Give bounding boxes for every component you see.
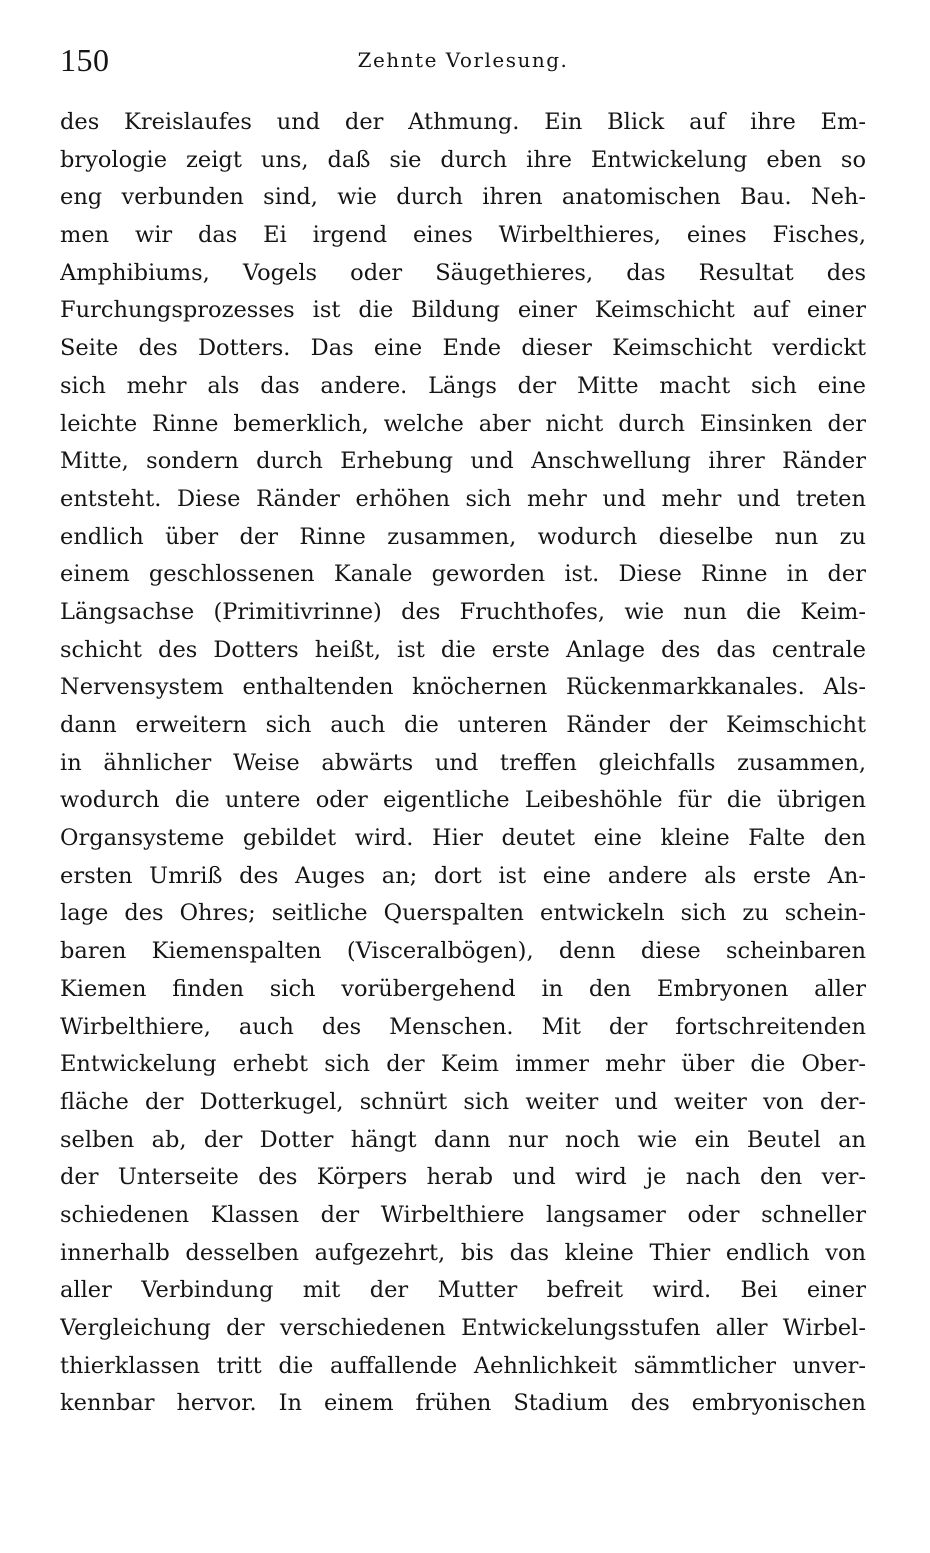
text-line: entsteht. Diese Ränder erhöhen sich mehr und mehr und treten	[60, 485, 866, 512]
text-line: bryologie zeigt uns, daß sie durch ihre Entwickelung eben so	[60, 146, 866, 173]
page-number: 150	[60, 42, 110, 78]
text-line: Längsachse (Primitivrinne) des Fruchthofes, wie nun die Keim-	[60, 598, 866, 625]
text-line: des Kreislaufes und der Athmung. Ein Blick auf ihre Em-	[60, 109, 866, 135]
page-header	[60, 40, 866, 80]
text-line: Nervensystem enthaltenden knöchernen Rückenmarkkanales. Als-	[60, 674, 866, 701]
text-line: kennbar hervor. In einem frühen Stadium des embryonischen	[60, 1390, 866, 1417]
text-line: innerhalb desselben aufgezehrt, bis das kleine Thier endlich von	[60, 1239, 866, 1266]
text-line: leichte Rinne bemerklich, welche aber nicht durch Einsinken der	[60, 410, 866, 437]
text-line: in ähnlicher Weise abwärts und treffen gleichfalls zusammen,	[60, 749, 866, 776]
text-line: schiedenen Klassen der Wirbelthiere langsamer oder schneller	[60, 1201, 866, 1228]
running-title: Zehnte Vorlesung.	[357, 48, 569, 72]
text-line: Amphibiums, Vogels oder Säugethieres, das Resultat des	[60, 259, 866, 286]
text-line: thierklassen tritt die auffallende Aehnlichkeit sämmtlicher unver-	[60, 1352, 866, 1379]
text-line: schicht des Dotters heißt, ist die erste Anlage des das centrale	[60, 636, 866, 663]
text-line: ersten Umriß des Auges an; dort ist eine andere als erste An-	[60, 862, 866, 889]
text-line: sich mehr als das andere. Längs der Mitte macht sich eine	[60, 372, 866, 399]
text-line: Vergleichung der verschiedenen Entwickelungsstufen aller Wirbel-	[60, 1315, 866, 1341]
text-line: Organsysteme gebildet wird. Hier deutet eine kleine Falte den	[60, 825, 866, 852]
text-line: der Unterseite des Körpers herab und wird je nach den ver-	[60, 1164, 866, 1191]
text-line: men wir das Ei irgend eines Wirbelthieres, eines Fisches,	[60, 222, 866, 249]
text-line: Wirbelthiere, auch des Menschen. Mit der fortschreitenden	[60, 1013, 866, 1040]
text-line: wodurch die untere oder eigentliche Leibeshöhle für die übrigen	[60, 787, 866, 814]
text-line: Furchungsprozesses ist die Bildung einer Keimschicht auf einer	[60, 297, 866, 324]
text-line: Entwickelung erhebt sich der Keim immer mehr über die Ober-	[60, 1051, 866, 1078]
text-line: Mitte, sondern durch Erhebung und Anschwellung ihrer Ränder	[60, 448, 866, 475]
text-line: lage des Ohres; seitliche Querspalten entwickeln sich zu schein-	[60, 900, 866, 927]
text-line: endlich über der Rinne zusammen, wodurch dieselbe nun zu	[60, 523, 866, 550]
text-line: Seite des Dotters. Das eine Ende dieser Keimschicht verdickt	[60, 335, 866, 362]
text-line: baren Kiemenspalten (Visceralbögen), denn diese scheinbaren	[60, 938, 866, 965]
body-text	[60, 104, 866, 1423]
text-line: Kiemen finden sich vorübergehend in den Embryonen aller	[60, 975, 866, 1002]
text-line: einem geschlossenen Kanale geworden ist. Diese Rinne in der	[60, 561, 866, 588]
text-line: fläche der Dotterkugel, schnürt sich weiter und weiter von der-	[60, 1088, 866, 1115]
text-line: selben ab, der Dotter hängt dann nur noch wie ein Beutel an	[60, 1126, 866, 1153]
text-line: eng verbunden sind, wie durch ihren anatomischen Bau. Neh-	[60, 184, 866, 211]
text-line: aller Verbindung mit der Mutter befreit wird. Bei einer	[60, 1277, 866, 1304]
text-line: dann erweitern sich auch die unteren Ränder der Keimschicht	[60, 712, 866, 738]
